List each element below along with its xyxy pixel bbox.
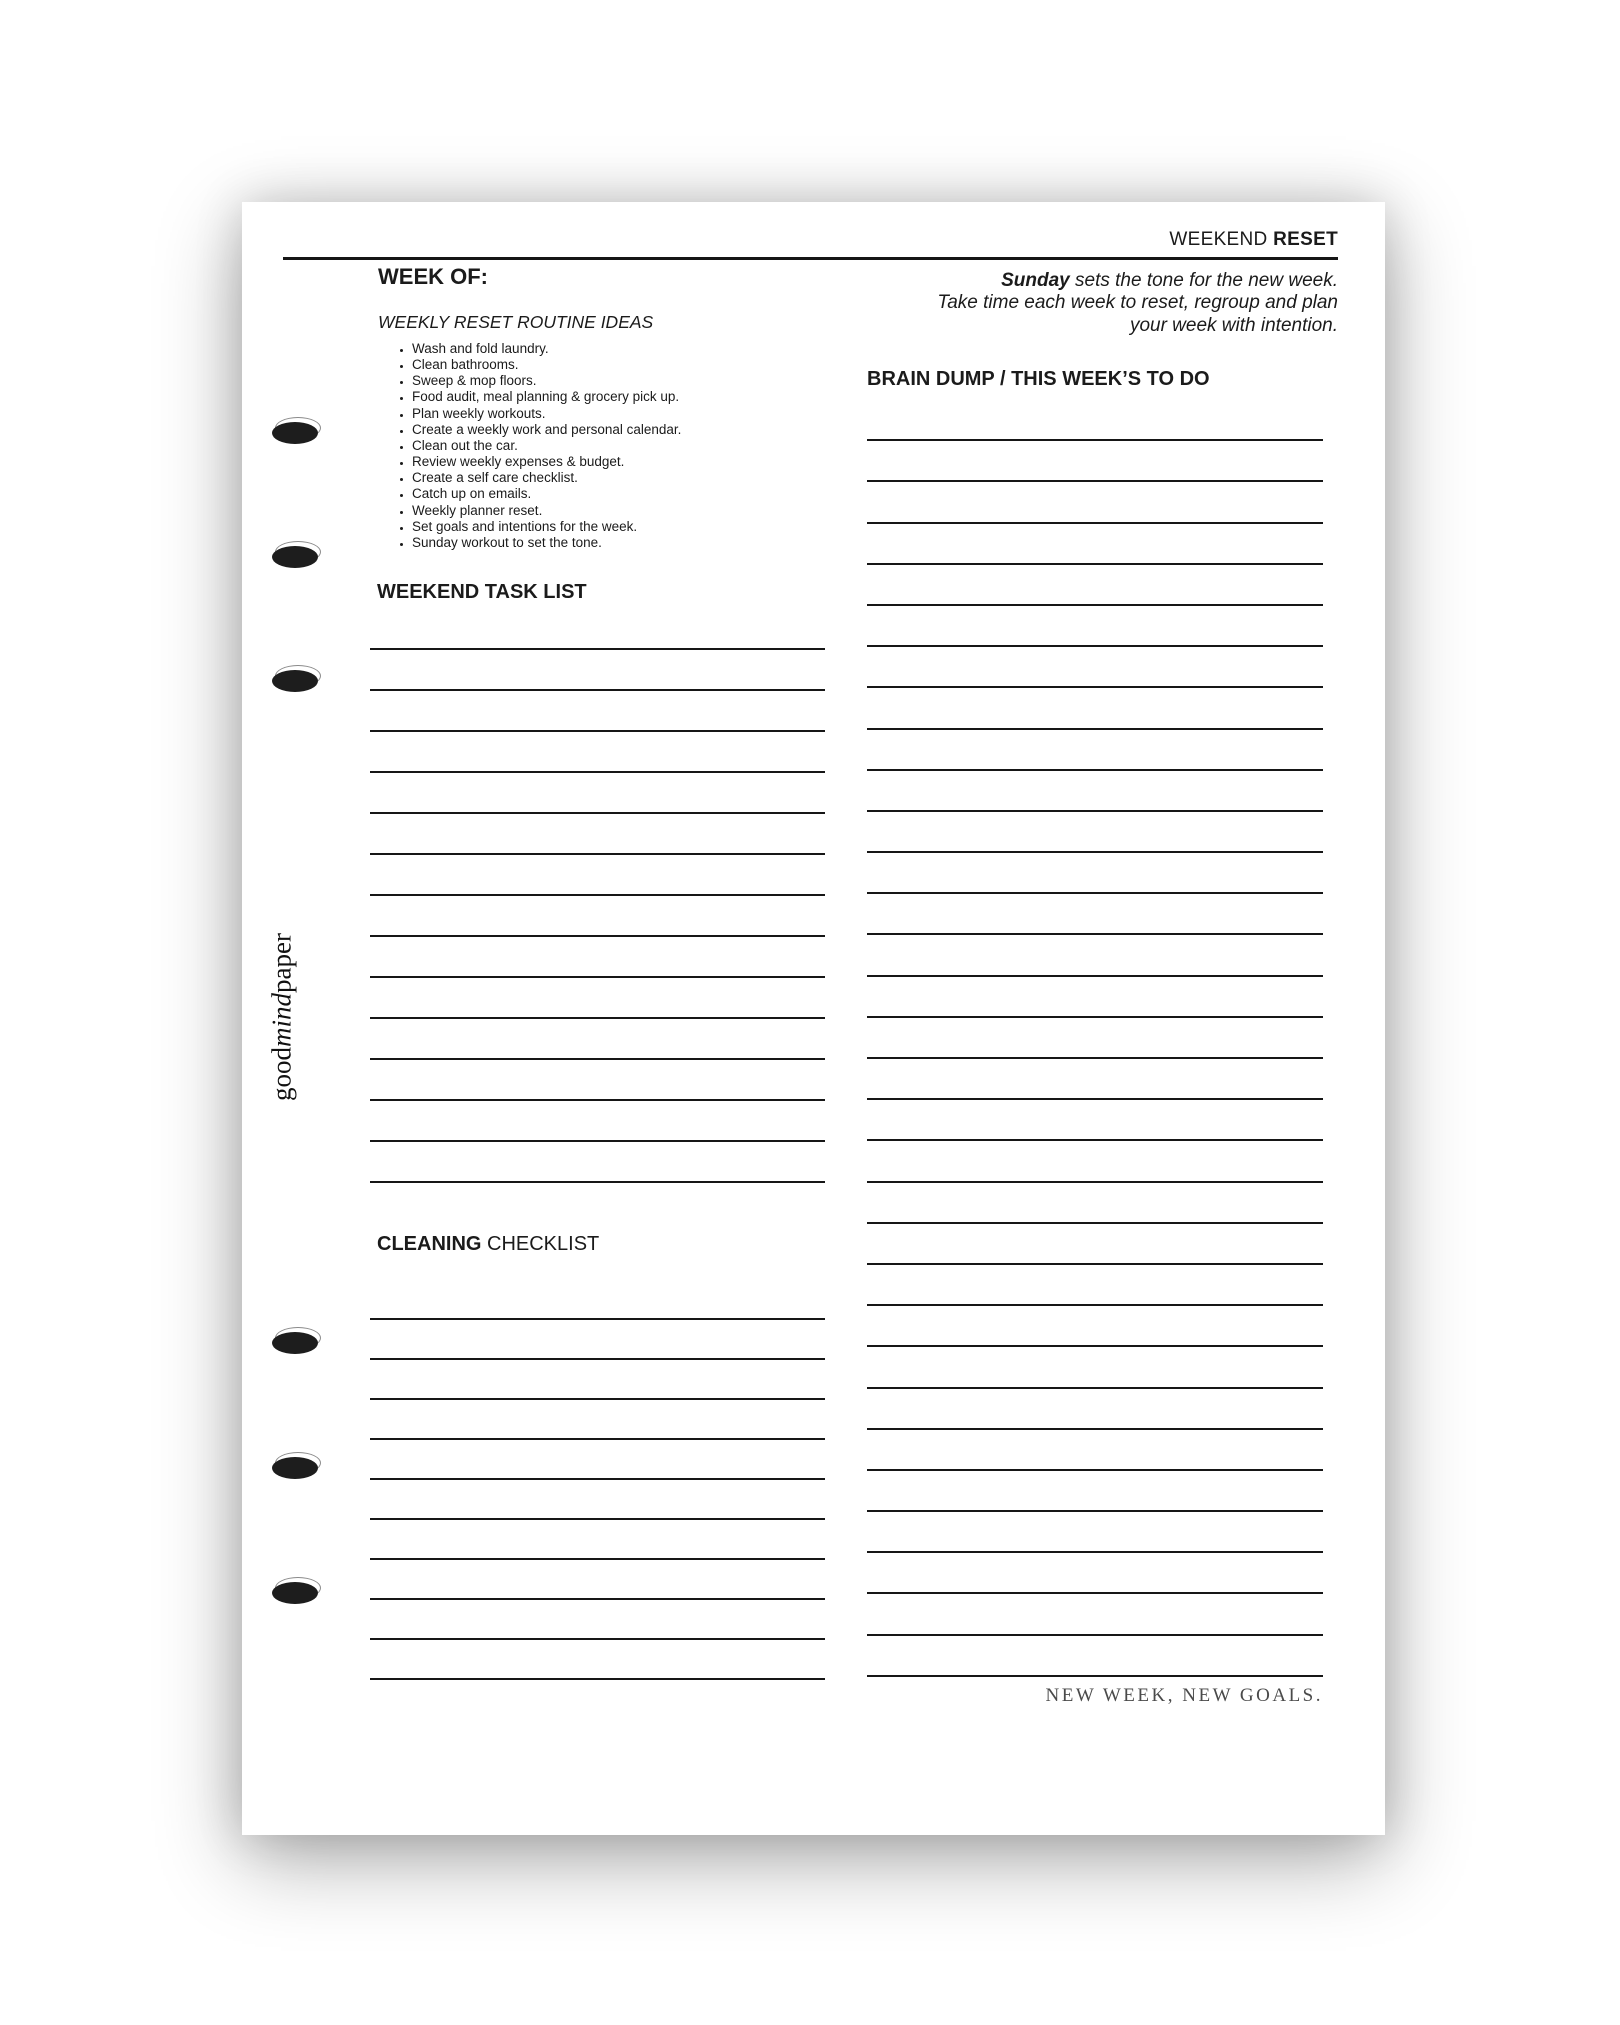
ruled-line [370, 1060, 825, 1101]
ruled-line [867, 1183, 1323, 1224]
binder-hole-icon [272, 422, 318, 444]
list-item: • Review weekly expenses & budget. [412, 454, 892, 470]
intro-line-3: your week with intention. [1129, 314, 1338, 336]
task-list-heading: WEEKEND TASK LIST [377, 581, 587, 603]
cleaning-heading-bold: CLEANING [377, 1233, 482, 1255]
list-item: • Create a self care checklist. [412, 470, 892, 486]
ruled-line [370, 691, 825, 732]
list-item: • Sweep & mop floors. [412, 373, 892, 389]
ruled-line [370, 1101, 825, 1142]
ruled-line [867, 853, 1323, 894]
ruled-line [370, 896, 825, 937]
ruled-line [370, 1142, 825, 1183]
ruled-line [370, 1640, 825, 1680]
ruled-line [370, 650, 825, 691]
ruled-line [370, 732, 825, 773]
binder-hole-icon [272, 1582, 318, 1604]
intro-line-2: Take time each week to reset, regroup and plan [937, 292, 1338, 314]
brain-dump-heading: BRAIN DUMP / THIS WEEK’S TO DO [867, 368, 1210, 390]
ruled-line [370, 1019, 825, 1060]
ruled-line [867, 730, 1323, 771]
list-item: • Clean out the car. [412, 438, 892, 454]
ruled-line [867, 1059, 1323, 1100]
ruled-line [867, 482, 1323, 523]
page-title [1169, 229, 1338, 251]
list-item: • Catch up on emails. [412, 486, 892, 502]
list-item: • Clean bathrooms. [412, 357, 892, 373]
footer-tagline: NEW WEEK, NEW GOALS. [1045, 1685, 1323, 1706]
binder-hole-icon [272, 670, 318, 692]
ruled-line [867, 812, 1323, 853]
ruled-line [867, 1430, 1323, 1471]
brain-dump-lines-section [867, 400, 1323, 1677]
week-of-label: WEEK OF: [378, 264, 488, 289]
ruled-line [370, 773, 825, 814]
brand-logo [262, 935, 302, 1099]
ruled-line [867, 565, 1323, 606]
ruled-line [370, 1400, 825, 1440]
ruled-line [370, 1440, 825, 1480]
planner-page [242, 202, 1385, 1835]
list-item: • Weekly planner reset. [412, 503, 892, 519]
ruled-line [370, 855, 825, 896]
cleaning-heading [377, 1233, 599, 1256]
list-item: • Set goals and intentions for the week. [412, 519, 892, 535]
ruled-line [867, 1018, 1323, 1059]
list-item: • Plan weekly workouts. [412, 406, 892, 422]
ruled-line [867, 894, 1323, 935]
ruled-line [370, 937, 825, 978]
logo-part-good: good [266, 1046, 297, 1101]
ruled-line [370, 978, 825, 1019]
ruled-line [867, 1224, 1323, 1265]
cleaning-lines-section [370, 1280, 825, 1680]
ruled-line [370, 609, 825, 650]
binder-hole-icon [272, 546, 318, 568]
ruled-line [867, 1265, 1323, 1306]
ruled-line [867, 1347, 1323, 1388]
page-title-bold: RESET [1273, 229, 1338, 250]
intro-line-1 [868, 270, 1338, 292]
list-item: • Create a weekly work and personal calendar. [412, 422, 892, 438]
ruled-line [867, 1471, 1323, 1512]
intro-bold-word: Sunday [1001, 270, 1070, 291]
ideas-list [382, 341, 892, 551]
ruled-line [867, 606, 1323, 647]
ruled-line [370, 1360, 825, 1400]
ruled-line [867, 1389, 1323, 1430]
ruled-line [370, 814, 825, 855]
ruled-line [867, 1100, 1323, 1141]
ruled-line [370, 1520, 825, 1560]
ruled-line [370, 1560, 825, 1600]
logo-part-mind: mind [266, 992, 297, 1047]
intro-line-1-rest: sets the tone for the new week. [1069, 270, 1338, 291]
list-item: • Wash and fold laundry. [412, 341, 892, 357]
binder-holes-top [272, 422, 318, 692]
ruled-line [867, 1512, 1323, 1553]
ruled-line [867, 1306, 1323, 1347]
binder-hole-icon [272, 1457, 318, 1479]
ruled-line [867, 524, 1323, 565]
logo-part-paper: paper [266, 933, 297, 993]
ruled-line [867, 935, 1323, 976]
ruled-line [370, 1320, 825, 1360]
ruled-line [370, 1480, 825, 1520]
ruled-line [867, 688, 1323, 729]
ruled-line [867, 1636, 1323, 1677]
ruled-line [867, 1141, 1323, 1182]
task-lines-section [370, 609, 825, 1183]
binder-hole-icon [272, 1332, 318, 1354]
header-rule [283, 257, 1338, 260]
ruled-line [867, 977, 1323, 1018]
list-item: • Sunday workout to set the tone. [412, 535, 892, 551]
ruled-line [370, 1600, 825, 1640]
page-title-regular: WEEKEND [1169, 229, 1274, 250]
intro-note [868, 270, 1338, 337]
binder-holes-bottom [272, 1332, 318, 1604]
ruled-line [370, 1280, 825, 1320]
ideas-heading: WEEKLY RESET ROUTINE IDEAS [378, 312, 654, 332]
ruled-line [867, 441, 1323, 482]
ruled-line [867, 647, 1323, 688]
ruled-line [867, 771, 1323, 812]
ruled-line [867, 400, 1323, 441]
ruled-line [867, 1594, 1323, 1635]
ruled-line [867, 1553, 1323, 1594]
list-item: • Food audit, meal planning & grocery pick up. [412, 389, 892, 405]
cleaning-heading-rest: CHECKLIST [481, 1233, 600, 1255]
